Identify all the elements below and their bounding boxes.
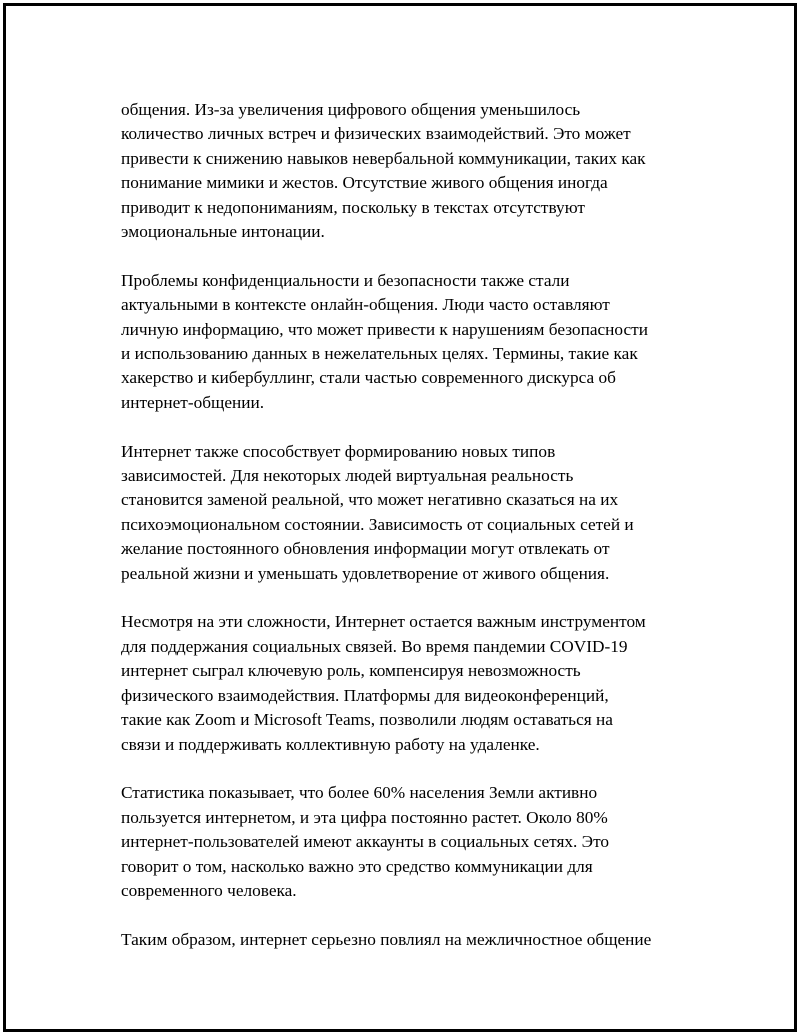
- document-page: [3, 3, 797, 1032]
- document-body: [121, 98, 701, 977]
- paragraph: Таким образом, интернет серьезно повлиял на межличностное общение: [121, 929, 652, 949]
- paragraph: Несмотря на эти сложности, Интернет остается важным инструментом для поддержания социальных связей. Во время пандемии COVID-19 интернет сыграл ключевую роль, компенсируя невозможность физического взаимодействия. Платформы для видеоконференций, такие как Zoom и Microsoft Teams, позволили людям оставаться на связи и поддерживать коллективную работу на удаленке.: [121, 612, 646, 754]
- paragraph: Интернет также способствует формированию новых типов зависимостей. Для некоторых людей виртуальная реальность становится заменой реальной, что может негативно сказаться на их психоэмоциональном состоянии. Зависимость от социальных сетей и желание постоянного обновления информации могут отвлекать от реальной жизни и уменьшать удовлетворение от живого общения.: [121, 441, 634, 583]
- paragraph: общения. Из-за увеличения цифрового общения уменьшилось количество личных встреч и физических взаимодействий. Это может привести к снижению навыков невербальной коммуникации, таких как понимание мимики и жестов. Отсутствие живого общения иногда приводит к недопониманиям, поскольку в текстах отсутствуют эмоциональные интонации.: [121, 100, 646, 242]
- paragraph: Статистика показывает, что более 60% населения Земли активно пользуется интернетом, и эта цифра постоянно растет. Около 80% интернет-пользователей имеют аккаунты в социальных сетях. Это говорит о том, насколько важно это средство коммуникации для современного человека.: [121, 783, 610, 900]
- paragraph: Проблемы конфиденциальности и безопасности также стали актуальными в контексте онлайн-общения. Люди часто оставляют личную информацию, что может привести к нарушениям безопасности и использованию данных в нежелательных целях. Термины, такие как хакерство и кибербуллинг, стали частью современного дискурса об интернет-общении.: [121, 270, 648, 412]
